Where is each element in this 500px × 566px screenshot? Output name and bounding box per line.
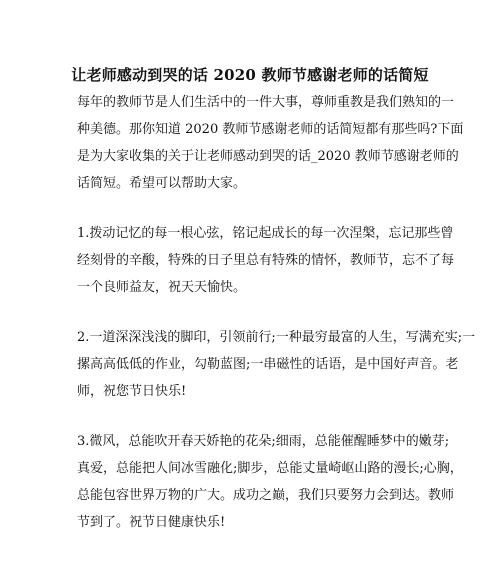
wish-item-line: 总能包容世界万物的广大。成功之巅，我们只要努力会到达。教师 — [77, 488, 455, 503]
wish-item-line: 1.拨动记忆的每一根心弦，铭记起成长的每一次涅槃，忘记那些曾 — [77, 226, 454, 241]
wish-item-3 — [77, 428, 463, 536]
intro-paragraph — [77, 89, 464, 197]
wish-item-line: 摞高高低低的作业，勾勒蓝图;一串磁性的话语，是中国好声音。老 — [77, 357, 459, 372]
wish-item-1 — [77, 220, 455, 301]
intro-line: 种美德。那你知道 2020 教师节感谢老师的话简短都有那些吗?下面 — [77, 122, 464, 137]
document-title: 让老师感动到哭的话 2020 教师节感谢老师的话简短 — [71, 66, 429, 84]
wish-item-line: 3.微风，总能吹开春天娇艳的花朵;细雨，总能催醒睡梦中的嫩芽; — [77, 434, 450, 449]
wish-item-line: 真爱，总能把人间冰雪融化;脚步，总能丈量崎岖山路的漫长;心胸， — [77, 461, 463, 476]
wish-item-line: 经刻骨的辛酸，特殊的日子里总有特殊的情怀，教师节，忘不了每 — [77, 253, 455, 268]
intro-line: 话简短。希望可以帮助大家。 — [77, 176, 247, 191]
wish-item-line: 节到了。祝节日健康快乐! — [77, 515, 226, 530]
intro-line: 每年的教师节是人们生活中的一件大事，尊师重教是我们熟知的一 — [77, 95, 455, 110]
page-bottom-margin — [0, 551, 500, 566]
wish-item-line: 一个良师益友，祝天天愉快。 — [77, 280, 247, 295]
wish-item-2 — [77, 324, 476, 405]
wish-item-line: 师，祝您节日快乐! — [77, 384, 187, 399]
wish-item-line: 2.一道深深浅浅的脚印，引领前行;一种最穷最富的人生，写满充实;一 — [77, 330, 476, 345]
intro-line: 是为大家收集的关于让老师感动到哭的话_2020 教师节感谢老师的 — [77, 149, 459, 164]
